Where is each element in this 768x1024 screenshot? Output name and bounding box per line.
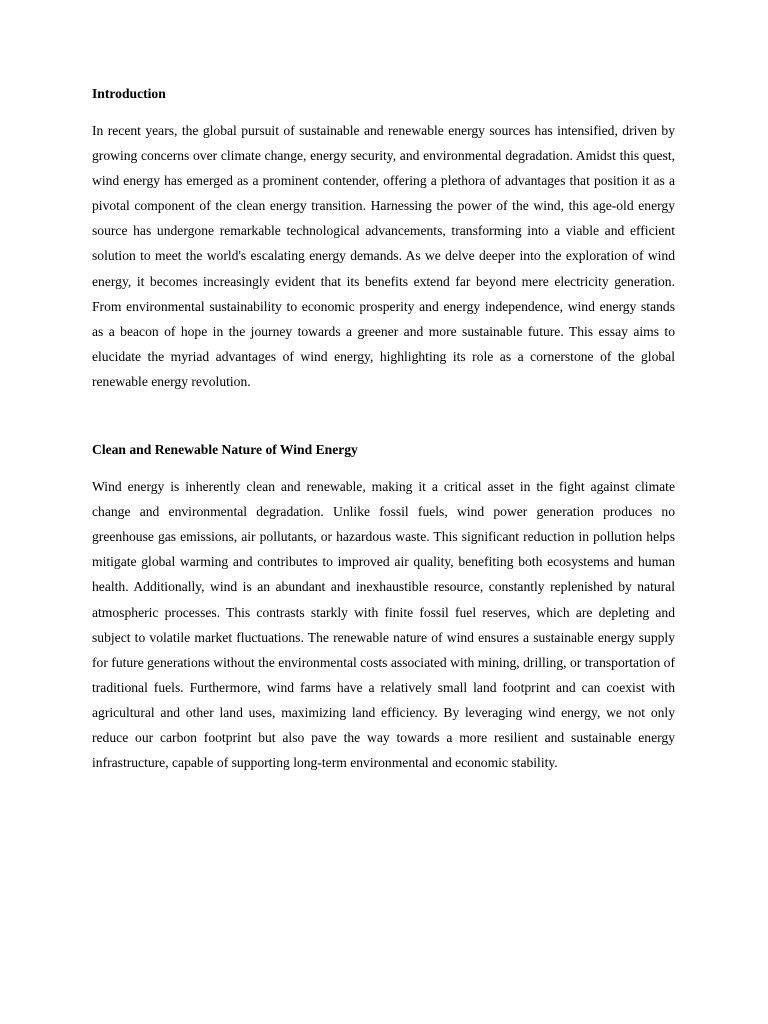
section-heading-introduction: Introduction — [92, 86, 166, 101]
section-paragraph-introduction: In recent years, the global pursuit of sustainable and renewable energy sources has intensified, driven by growing concerns over climate change, energy security, and environmental degradation. Amidst this quest, wind energy has emerged as a prominent contender, offering a plethora of advantages that position it as a pivotal component of the clean energy transition. Harnessing the power of the wind, this age-old energy source has undergone remarkable technological advancements, transforming into a viable and efficient solution to meet the world's escalating energy demands. As we delve deeper into the exploration of wind energy, it becomes increasingly evident that its benefits extend far beyond mere electricity generation. From environmental sustainability to economic prosperity and energy independence, wind energy stands as a beacon of hope in the journey towards a greener and more sustainable future. This essay aims to elucidate the myriad advantages of wind energy, highlighting its role as a cornerstone of the global renewable energy revolution. — [92, 123, 675, 389]
section-paragraph-clean-renewable: Wind energy is inherently clean and renewable, making it a critical asset in the fight against climate change and environmental degradation. Unlike fossil fuels, wind power generation produces no greenhouse gas emissions, air pollutants, or hazardous waste. This significant reduction in pollution helps mitigate global warming and contributes to improved air quality, benefiting both ecosystems and human health. Additionally, wind is an abundant and inexhaustible resource, constantly replenished by natural atmospheric processes. This contrasts starkly with finite fossil fuel reserves, which are depleting and subject to volatile market fluctuations. The renewable nature of wind ensures a sustainable energy supply for future generations without the environmental costs associated with mining, drilling, or transportation of traditional fuels. Furthermore, wind farms have a relatively small land footprint and can coexist with agricultural and other land uses, maximizing land efficiency. By leveraging wind energy, we not only reduce our carbon footprint but also pave the way towards a more resilient and sustainable energy infrastructure, capable of supporting long-term environmental and economic stability. — [92, 479, 675, 771]
section-heading-clean-renewable: Clean and Renewable Nature of Wind Energy — [92, 442, 358, 458]
document-page — [92, 83, 675, 775]
